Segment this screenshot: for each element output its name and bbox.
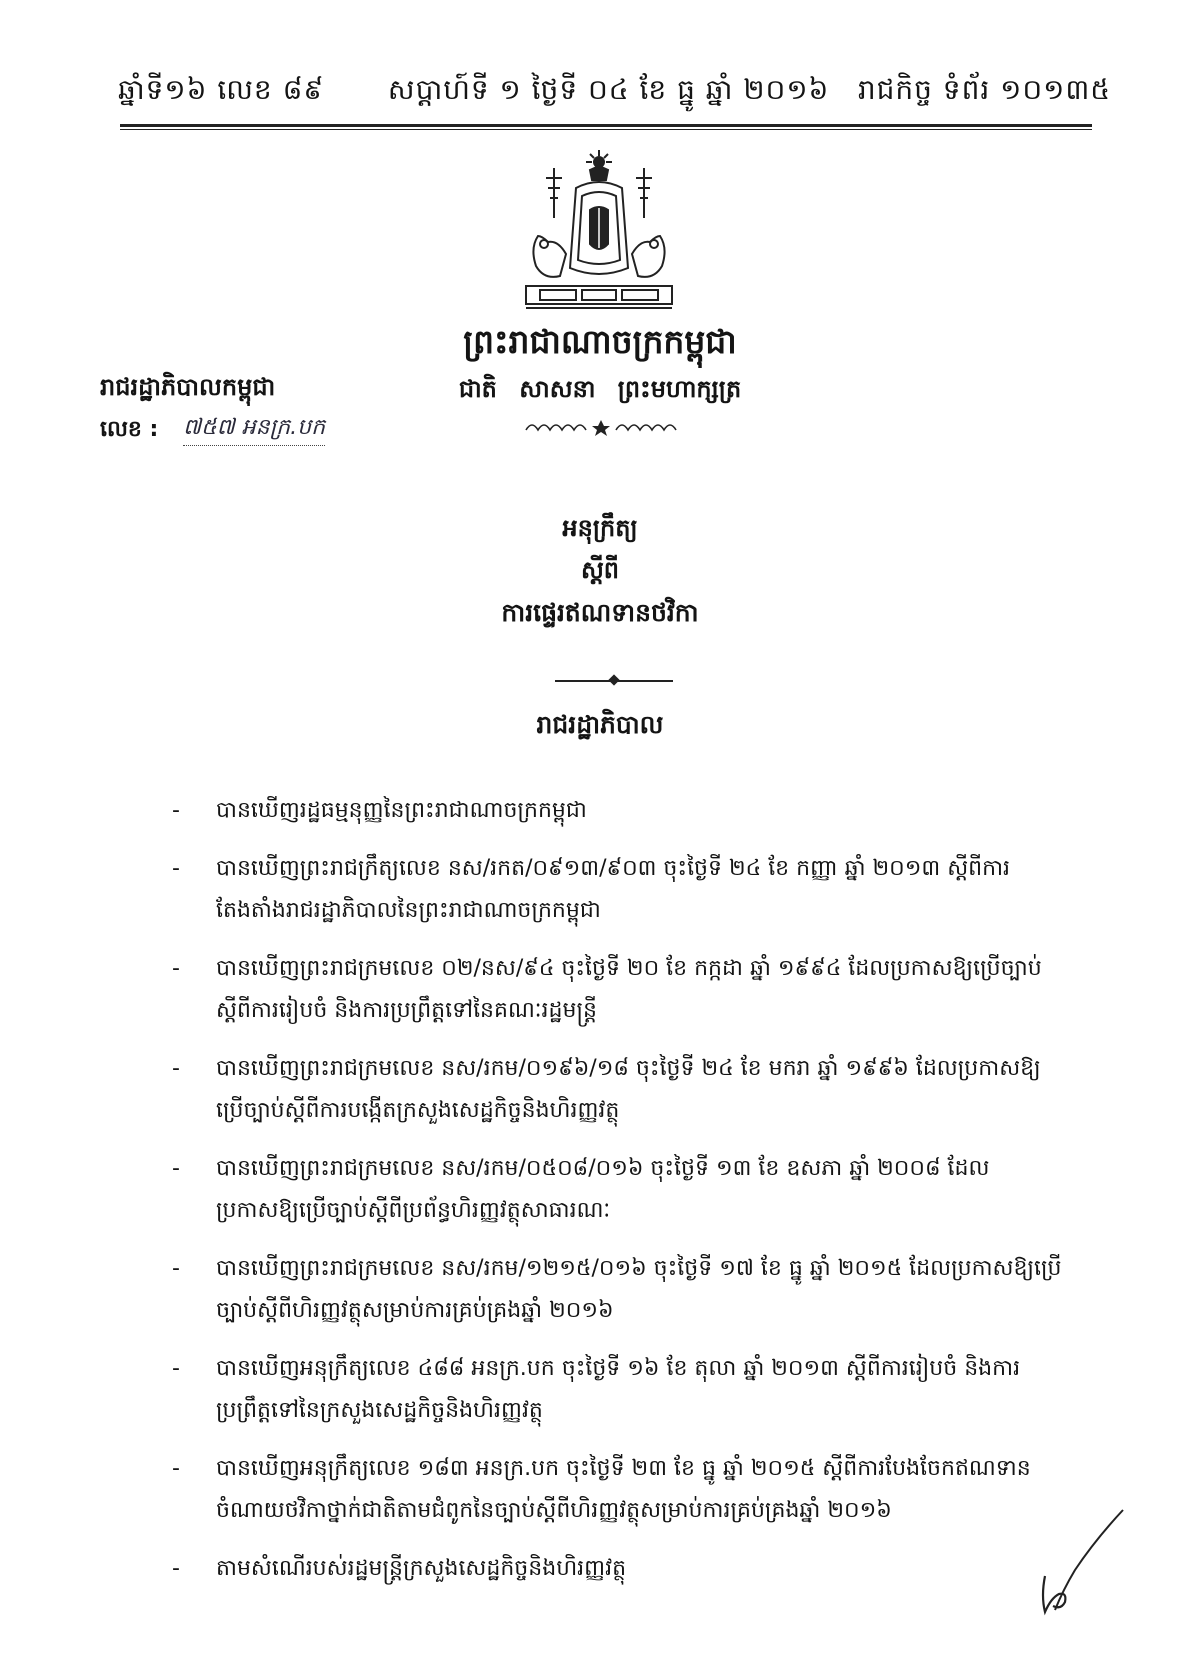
recital-item	[168, 1448, 1068, 1532]
reference-number-value: ៧៥៧ អនក្រ.បក	[183, 413, 325, 446]
gazette-header	[118, 72, 1112, 113]
document-authority: រាជរដ្ឋាភិបាល	[536, 710, 664, 739]
recital-text: បានឃើញព្រះរាជក្រមលេខ នស/រកម/១២១៥/០១៦ ចុះថ្ងៃទី ១៧ ខែ ធ្នូ ឆ្នាំ ២០១៥ ដែលប្រកាសឱ្យប្រើច្បាប់ស្តីពីហិរញ្ញវត្ថុសម្រាប់ការគ្រប់គ្រងឆ្នាំ ២០១៦	[216, 1256, 1062, 1323]
gazette-week-date: សប្តាហ៍ទី ១ ថ្ងៃទី ០៤ ខែ ធ្នូ ឆ្នាំ ២០១៦	[387, 73, 830, 106]
recital-text: បានឃើញអនុក្រឹត្យលេខ ៤៨៨ អនក្រ.បក ចុះថ្ងៃទី ១៦ ខែ តុលា ឆ្នាំ ២០១៣ ស្តីពីការរៀបចំ និងការប្រព្រឹត្តទៅនៃក្រសួងសេដ្ឋកិច្ចនិងហិរញ្ញវត្ថុ	[216, 1356, 1021, 1423]
handwritten-initial-signature-icon	[1015, 1500, 1135, 1620]
recital-item	[168, 1048, 1068, 1132]
bullet-dash: -	[172, 1256, 180, 1281]
bullet-dash: -	[172, 798, 180, 823]
bullet-dash: -	[172, 1056, 180, 1081]
kingdom-title: ព្រះរាជាណាចក្រកម្ពុជា	[463, 322, 737, 361]
issuing-government: រាជរដ្ឋាភិបាលកម្ពុជា	[100, 373, 276, 401]
recital-text: បានឃើញព្រះរាជក្រមលេខ នស/រកម/០៥០៨/០១៦ ចុះថ្ងៃទី ១៣ ខែ ឧសភា ឆ្នាំ ២០០៨ ដែលប្រកាសឱ្យប្រើច្បាប់ស្តីពីប្រព័ន្ធហិរញ្ញវត្ថុសាធារណៈ	[216, 1156, 990, 1223]
recital-item	[168, 1548, 1068, 1590]
gazette-year-issue: ឆ្នាំទី១៦ លេខ ៨៩	[118, 73, 325, 106]
recitals-list	[168, 790, 1068, 1606]
recital-item	[168, 848, 1068, 932]
gazette-page-ref: រាជកិច្ច ទំព័រ ១០១៣៥	[857, 73, 1112, 106]
header-rule-thick	[120, 124, 1092, 127]
document-type: អនុក្រឹត្យ	[562, 514, 638, 542]
recital-text: តាមសំណើរបស់រដ្ឋមន្ត្រីក្រសួងសេដ្ឋកិច្ចនិងហិរញ្ញវត្ថុ	[216, 1556, 627, 1581]
motto-ornament-icon	[522, 418, 680, 436]
recital-text: បានឃើញព្រះរាជក្រឹត្យលេខ នស/រកត/០៩១៣/៩០៣ ចុះថ្ងៃទី ២៤ ខែ កញ្ញា ឆ្នាំ ២០១៣ ស្តីពីការតែងតាំងរាជរដ្ឋាភិបាលនៃព្រះរាជាណាចក្រកម្ពុជា	[216, 856, 1011, 923]
bullet-dash: -	[172, 1156, 180, 1181]
recital-text: បានឃើញអនុក្រឹត្យលេខ ១៨៣ អនក្រ.បក ចុះថ្ងៃទី ២៣ ខែ ធ្នូ ឆ្នាំ ២០១៥ ស្តីពីការបែងចែកឥណទានចំណាយថវិកាថ្នាក់ជាតិតាមជំពូកនៃច្បាប់ស្តីពីហិរញ្ញវត្ថុសម្រាប់ការគ្រប់គ្រងឆ្នាំ ២០១៦	[216, 1456, 1031, 1523]
bullet-dash: -	[172, 1356, 180, 1381]
national-motto: ជាតិ សាសនា ព្រះមហាក្សត្រ	[458, 375, 742, 403]
recital-item	[168, 790, 1068, 832]
recital-item	[168, 1148, 1068, 1232]
reference-number-label: លេខ :	[100, 417, 159, 442]
recital-item	[168, 948, 1068, 1032]
document-subject: ការផ្ទេរឥណទានថវិកា	[501, 598, 699, 627]
recital-item	[168, 1348, 1068, 1432]
recital-text: បានឃើញរដ្ឋធម្មនុញ្ញនៃព្រះរាជាណាចក្រកម្ពុជា	[216, 798, 587, 823]
recital-text: បានឃើញព្រះរាជក្រមលេខ ០២/នស/៩៤ ចុះថ្ងៃទី ២០ ខែ កក្កដា ឆ្នាំ ១៩៩៤ ដែលប្រកាសឱ្យប្រើច្បាប់ស្តីពីការរៀបចំ និងការប្រព្រឹត្តទៅនៃគណៈរដ្ឋមន្ត្រី	[216, 956, 1042, 1023]
recital-item	[168, 1248, 1068, 1332]
recital-text: បានឃើញព្រះរាជក្រមលេខ នស/រកម/០១៩៦/១៨ ចុះថ្ងៃទី ២៤ ខែ មករា ឆ្នាំ ១៩៩៦ ដែលប្រកាសឱ្យប្រើច្បាប់ស្តីពីការបង្កើតក្រសួងសេដ្ឋកិច្ចនិងហិរញ្ញវត្ថុ	[216, 1056, 1041, 1123]
title-divider	[555, 680, 673, 682]
bullet-dash: -	[172, 1456, 180, 1481]
royal-arms-emblem-icon	[520, 148, 678, 316]
bullet-dash: -	[172, 856, 180, 881]
header-rule-thin	[120, 129, 1092, 130]
bullet-dash: -	[172, 956, 180, 981]
bullet-dash: -	[172, 1556, 180, 1581]
document-about: ស្តីពី	[580, 556, 620, 584]
